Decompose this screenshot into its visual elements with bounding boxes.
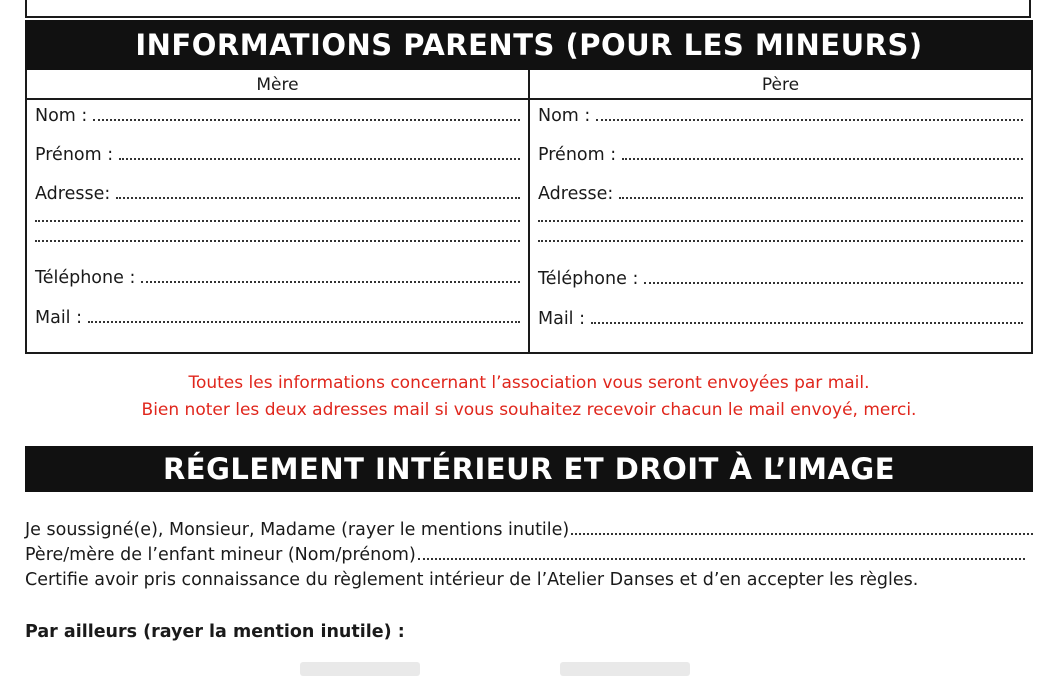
mother-column (27, 70, 530, 352)
father-prenom-field[interactable] (538, 145, 1023, 165)
telephone-label: Téléphone : (35, 268, 136, 288)
parents-section-title: INFORMATIONS PARENTS (POUR LES MINEURS) (25, 20, 1033, 70)
info-note-line-1: Toutes les informations concernant l’association vous seront envoyées par mail. (188, 373, 870, 393)
parent-enfant-line[interactable] (25, 545, 1025, 565)
soussigne-line[interactable] (25, 520, 1033, 540)
father-adresse-line-2[interactable] (538, 220, 1023, 222)
nom-label: Nom : (35, 106, 88, 126)
dotted-line (93, 118, 520, 121)
dotted-line (591, 321, 1023, 324)
previous-section-box (25, 0, 1031, 18)
father-adresse-line-3[interactable] (538, 240, 1023, 242)
father-telephone-field[interactable] (538, 269, 1023, 289)
faded-text-fragment (560, 662, 690, 676)
father-column (530, 70, 1031, 352)
dotted-line (622, 157, 1023, 160)
dotted-line (119, 157, 520, 160)
dotted-line (571, 532, 1033, 535)
mother-telephone-field[interactable] (35, 268, 520, 288)
certifie-text: Certifie avoir pris connaissance du règlement intérieur de l’Atelier Danses et d’en accepter les règles. (25, 570, 919, 590)
info-note-line-2: Bien noter les deux adresses mail si vous souhaitez recevoir chacun le mail envoyé, merci. (141, 400, 917, 420)
mother-prenom-field[interactable] (35, 145, 520, 165)
mother-adresse-line-2[interactable] (35, 220, 520, 222)
faded-text-fragment (300, 662, 420, 676)
telephone-label: Téléphone : (538, 269, 639, 289)
dotted-line (644, 281, 1023, 284)
dotted-line (596, 118, 1023, 121)
mail-label: Mail : (35, 308, 83, 328)
dotted-line (418, 557, 1025, 560)
dotted-line (116, 196, 520, 199)
adresse-label: Adresse: (538, 184, 614, 204)
parent-enfant-text: Père/mère de l’enfant mineur (Nom/prénom) (25, 545, 416, 565)
father-mail-field[interactable] (538, 309, 1023, 329)
mother-nom-field[interactable] (35, 106, 520, 126)
mother-mail-field[interactable] (35, 308, 520, 328)
reglement-section-title: RÉGLEMENT INTÉRIEUR ET DROIT À L’IMAGE (25, 446, 1033, 492)
father-adresse-field[interactable] (538, 184, 1023, 204)
father-nom-field[interactable] (538, 106, 1023, 126)
certifie-line (25, 570, 1033, 590)
prenom-label: Prénom : (35, 145, 114, 165)
par-ailleurs-heading: Par ailleurs (rayer la mention inutile) : (25, 622, 405, 642)
adresse-label: Adresse: (35, 184, 111, 204)
dotted-line (619, 196, 1023, 199)
nom-label: Nom : (538, 106, 591, 126)
mother-adresse-field[interactable] (35, 184, 520, 204)
dotted-line (141, 280, 520, 283)
mother-adresse-line-3[interactable] (35, 240, 520, 242)
mother-header: Mère (27, 70, 528, 100)
mail-label: Mail : (538, 309, 586, 329)
prenom-label: Prénom : (538, 145, 617, 165)
parents-table (25, 70, 1033, 354)
father-header: Père (530, 70, 1031, 100)
dotted-line (88, 320, 520, 323)
soussigne-text: Je soussigné(e), Monsieur, Madame (rayer le mentions inutile) (25, 520, 570, 540)
